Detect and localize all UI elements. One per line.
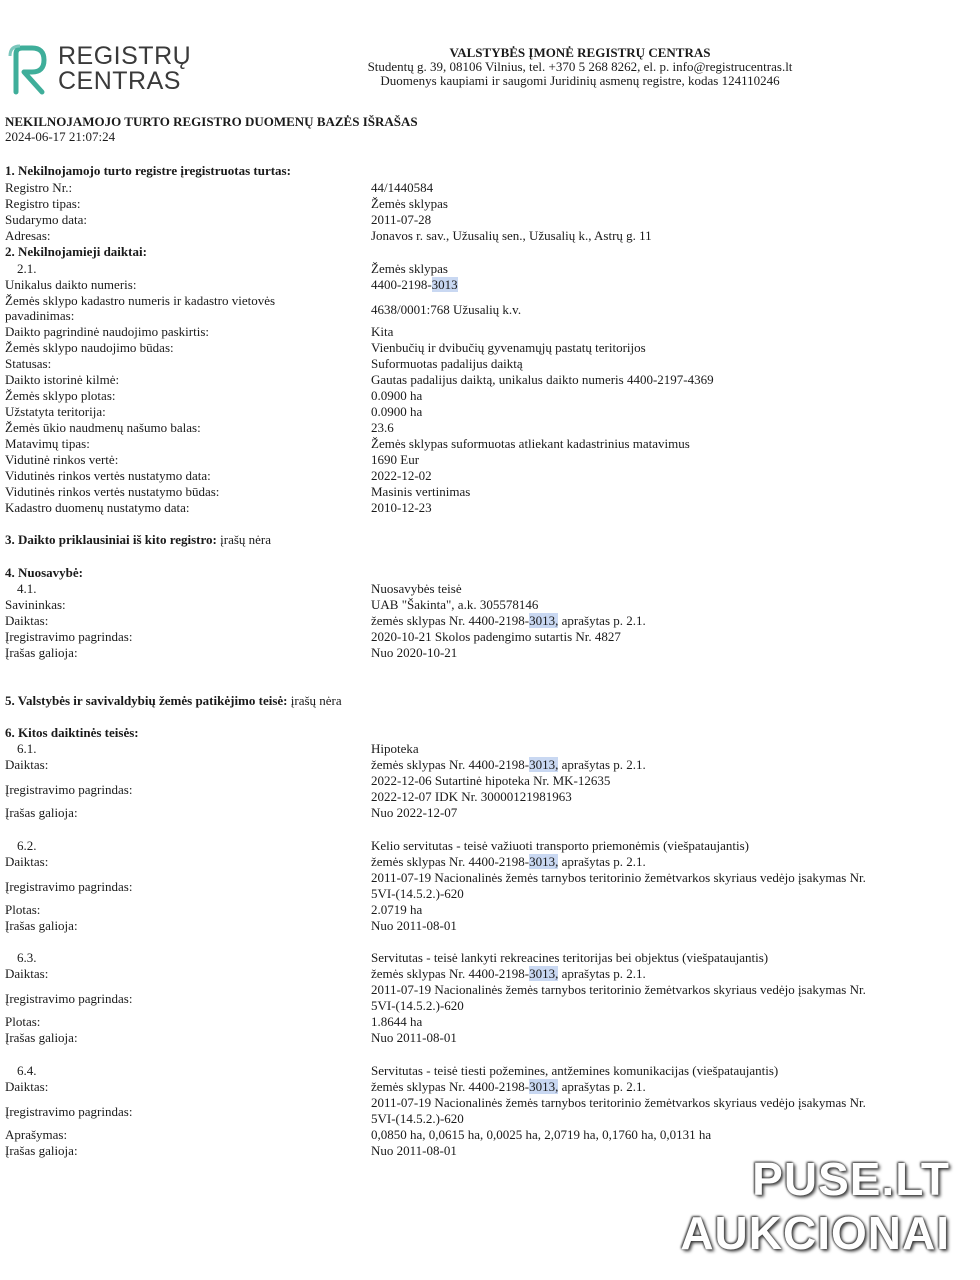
row-value: Nuo 2020-10-21 <box>371 645 458 660</box>
row-value: 4638/0001:768 Užusalių k.v. <box>371 302 522 317</box>
row-label: Įregistravimo pagrindas: <box>5 879 133 894</box>
row-label: Vidutinės rinkos vertės nustatymo data: <box>5 468 211 483</box>
org-name: VALSTYBĖS ĮMONĖ REGISTRŲ CENTRAS <box>449 45 711 60</box>
item-number: 6.4. <box>17 1063 37 1078</box>
row-value: UAB "Šakinta", a.k. 305578146 <box>371 597 539 612</box>
section-1-heading: 1. Nekilnojamojo turto registre įregistruotas turtas: <box>5 163 291 178</box>
row-value: 2020-10-21 Skolos padengimo sutartis Nr. 4827 <box>371 629 621 644</box>
object-suffix: aprašytas p. 2.1. <box>558 966 646 981</box>
item-number: 6.3. <box>17 950 37 965</box>
section-5-heading <box>5 694 342 708</box>
row-label: Įregistravimo pagrindas: <box>5 991 133 1006</box>
row-value: 5VI-(14.5.2.)-620 <box>371 998 464 1013</box>
row-label: Įrašas galioja: <box>5 1143 78 1158</box>
org-note: Duomenys kaupiami ir saugomi Juridinių asmenų registre, kodas 124110246 <box>380 73 780 88</box>
org-address: Studentų g. 39, 08106 Vilnius, tel. +370 5 268 8262, el. p. info@registrucentras.lt <box>367 59 793 74</box>
item-value: Nuosavybės teisė <box>371 581 462 596</box>
object-highlight: 3013, <box>529 613 559 628</box>
row-label: Kadastro duomenų nustatymo data: <box>5 500 190 515</box>
section-5-tail: įrašų nėra <box>290 693 342 708</box>
row-label: Registro tipas: <box>5 196 81 211</box>
item-number: 6.1. <box>17 741 37 756</box>
row-label: Matavimų tipas: <box>5 436 90 451</box>
row-label: Vidutinės rinkos vertės nustatymo būdas: <box>5 484 220 499</box>
document-title: NEKILNOJAMOJO TURTO REGISTRO DUOMENŲ BAZĖS IŠRAŠAS <box>5 114 418 129</box>
row-value: Jonavos r. sav., Užusalių sen., Užusalių k., Astrų g. 11 <box>371 228 652 243</box>
row-label: Plotas: <box>5 902 41 917</box>
watermark-line-2: AUKCIONAI <box>680 1207 950 1259</box>
row-value: Masinis vertinimas <box>371 484 471 499</box>
row-label: Daiktas: <box>5 1079 49 1094</box>
row-label: Daikto pagrindinė naudojimo paskirtis: <box>5 324 209 339</box>
unique-prefix: 4400-2198- <box>371 277 432 292</box>
section-3-title: 3. Daikto priklausiniai iš kito registro: <box>5 532 217 547</box>
row-value: 2022-12-07 IDK Nr. 30000121981963 <box>371 789 572 804</box>
row-value: Gautas padalijus daiktą, unikalus daikto numeris 4400-2197-4369 <box>371 372 714 387</box>
section-5-title: 5. Valstybės ir savivaldybių žemės patikėjimo teisė: <box>5 693 288 708</box>
row-label: Statusas: <box>5 356 52 371</box>
item-number: 6.2. <box>17 838 37 853</box>
row-value: 0.0900 ha <box>371 404 423 419</box>
row-label: Registro Nr.: <box>5 180 73 195</box>
object-prefix: žemės sklypas Nr. 4400-2198- <box>371 854 530 869</box>
section-2-heading: 2. Nekilnojamieji daiktai: <box>5 244 147 259</box>
row-label: Daikto istorinė kilmė: <box>5 372 120 387</box>
row-value: 44/1440584 <box>371 180 434 195</box>
object-highlight: 3013, <box>529 854 559 869</box>
row-label: Užstatyta teritorija: <box>5 404 106 419</box>
row-value: Vienbučių ir dvibučių gyvenamųjų pastatų teritorijos <box>371 340 646 355</box>
row-value: 2011-07-19 Nacionalinės žemės tarnybos teritorinio žemėtvarkos skyriaus vedėjo įsakymas Nr. <box>371 982 866 997</box>
object-prefix: žemės sklypas Nr. 4400-2198- <box>371 613 530 628</box>
row-label: Daiktas: <box>5 757 49 772</box>
item-value: Servitutas - teisė tiesti požemines, antžemines komunikacijas (viešpataujantis) <box>371 1063 779 1078</box>
row-value: 2011-07-19 Nacionalinės žemės tarnybos teritorinio žemėtvarkos skyriaus vedėjo įsakymas Nr. <box>371 870 866 885</box>
item-number: 2.1. <box>17 261 37 276</box>
object-highlight: 3013, <box>529 757 559 772</box>
row-label: Įregistravimo pagrindas: <box>5 782 133 797</box>
item-value: Servitutas - teisė lankyti rekreacines teritorijas bei objektus (viešpataujantis) <box>371 950 769 965</box>
row-value: Nuo 2011-08-01 <box>371 1143 457 1158</box>
row-label: Žemės sklypo naudojimo būdas: <box>5 340 174 355</box>
row-value: 1.8644 ha <box>371 1014 423 1029</box>
row-value: 2011-07-19 Nacionalinės žemės tarnybos teritorinio žemėtvarkos skyriaus vedėjo įsakymas Nr. <box>371 1095 866 1110</box>
row-value: 2022-12-06 Sutartinė hipoteka Nr. MK-12635 <box>371 773 611 788</box>
row-value: 1690 Eur <box>371 452 420 467</box>
row-label: Aprašymas: <box>5 1127 68 1142</box>
row-value: 5VI-(14.5.2.)-620 <box>371 1111 464 1126</box>
row-value <box>371 967 931 980</box>
row-label: Savininkas: <box>5 597 66 612</box>
row-label: Adresas: <box>5 228 51 243</box>
row-label: Įregistravimo pagrindas: <box>5 629 133 644</box>
row-value <box>371 758 931 771</box>
row-label: Įrašas galioja: <box>5 918 78 933</box>
row-value <box>371 855 931 868</box>
row-value: Nuo 2011-08-01 <box>371 918 457 933</box>
row-value <box>371 1080 931 1093</box>
row-label: Žemės sklypo kadastro numeris ir kadastro vietovės <box>5 293 276 308</box>
registru-centras-logo <box>8 42 192 100</box>
logo-line-1: REGISTRŲ <box>58 42 192 70</box>
row-value: Nuo 2022-12-07 <box>371 805 458 820</box>
object-suffix: aprašytas p. 2.1. <box>558 854 646 869</box>
row-label: pavadinimas: <box>5 308 75 323</box>
row-value: 2011-07-28 <box>371 212 432 227</box>
row-value: Žemės sklypas <box>371 196 448 211</box>
row-value: Nuo 2011-08-01 <box>371 1030 457 1045</box>
row-value: Kita <box>371 324 394 339</box>
object-suffix: aprašytas p. 2.1. <box>558 1079 646 1094</box>
row-label: Įrašas galioja: <box>5 805 78 820</box>
row-label: Sudarymo data: <box>5 212 87 227</box>
row-label: Plotas: <box>5 1014 41 1029</box>
row-label: Įrašas galioja: <box>5 645 78 660</box>
row-label: Daiktas: <box>5 613 49 628</box>
row-value: 2.0719 ha <box>371 902 423 917</box>
object-highlight: 3013, <box>529 966 559 981</box>
logo-r-icon <box>8 44 50 96</box>
item-number: 4.1. <box>17 581 37 596</box>
object-prefix: žemės sklypas Nr. 4400-2198- <box>371 757 530 772</box>
row-label: Įregistravimo pagrindas: <box>5 1104 133 1119</box>
watermark-line-1: PUSE.LT <box>752 1153 950 1205</box>
item-value: Kelio servitutas - teisė važiuoti transporto priemonėmis (viešpataujantis) <box>371 838 749 853</box>
row-label: Unikalus daikto numeris: <box>5 277 137 292</box>
logo-line-2: CENTRAS <box>58 67 181 95</box>
row-label: Vidutinė rinkos vertė: <box>5 452 119 467</box>
unique-suffix-highlight: 3013 <box>431 277 458 292</box>
section-4-heading: 4. Nuosavybė: <box>5 565 84 580</box>
item-value: Žemės sklypas <box>371 261 448 276</box>
row-value: Žemės sklypas suformuotas atliekant kadastrinius matavimus <box>371 436 690 451</box>
row-label: Įrašas galioja: <box>5 1030 78 1045</box>
row-value: 0.0900 ha <box>371 388 423 403</box>
row-value: 5VI-(14.5.2.)-620 <box>371 886 464 901</box>
section-3-tail: įrašų nėra <box>220 532 272 547</box>
object-prefix: žemės sklypas Nr. 4400-2198- <box>371 966 530 981</box>
row-value: Suformuotas padalijus daiktą <box>371 356 523 371</box>
row-value <box>371 278 931 291</box>
row-label: Daiktas: <box>5 854 49 869</box>
object-suffix: aprašytas p. 2.1. <box>558 613 646 628</box>
row-value: 2022-12-02 <box>371 468 432 483</box>
object-suffix: aprašytas p. 2.1. <box>558 757 646 772</box>
object-highlight: 3013, <box>529 1079 559 1094</box>
organization-header <box>330 46 830 88</box>
object-prefix: žemės sklypas Nr. 4400-2198- <box>371 1079 530 1094</box>
document-datetime: 2024-06-17 21:07:24 <box>5 129 116 144</box>
item-value: Hipoteka <box>371 741 419 756</box>
row-label: Žemės ūkio naudmenų našumo balas: <box>5 420 201 435</box>
section-3-heading <box>5 533 271 547</box>
section-6-heading: 6. Kitos daiktinės teisės: <box>5 725 139 740</box>
row-value: 23.6 <box>371 420 394 435</box>
row-label: Žemės sklypo plotas: <box>5 388 116 403</box>
row-value <box>371 614 931 627</box>
row-value: 2010-12-23 <box>371 500 432 515</box>
row-label: Daiktas: <box>5 966 49 981</box>
row-value: 0,0850 ha, 0,0615 ha, 0,0025 ha, 2,0719 ha, 0,1760 ha, 0,0131 ha <box>371 1127 712 1142</box>
